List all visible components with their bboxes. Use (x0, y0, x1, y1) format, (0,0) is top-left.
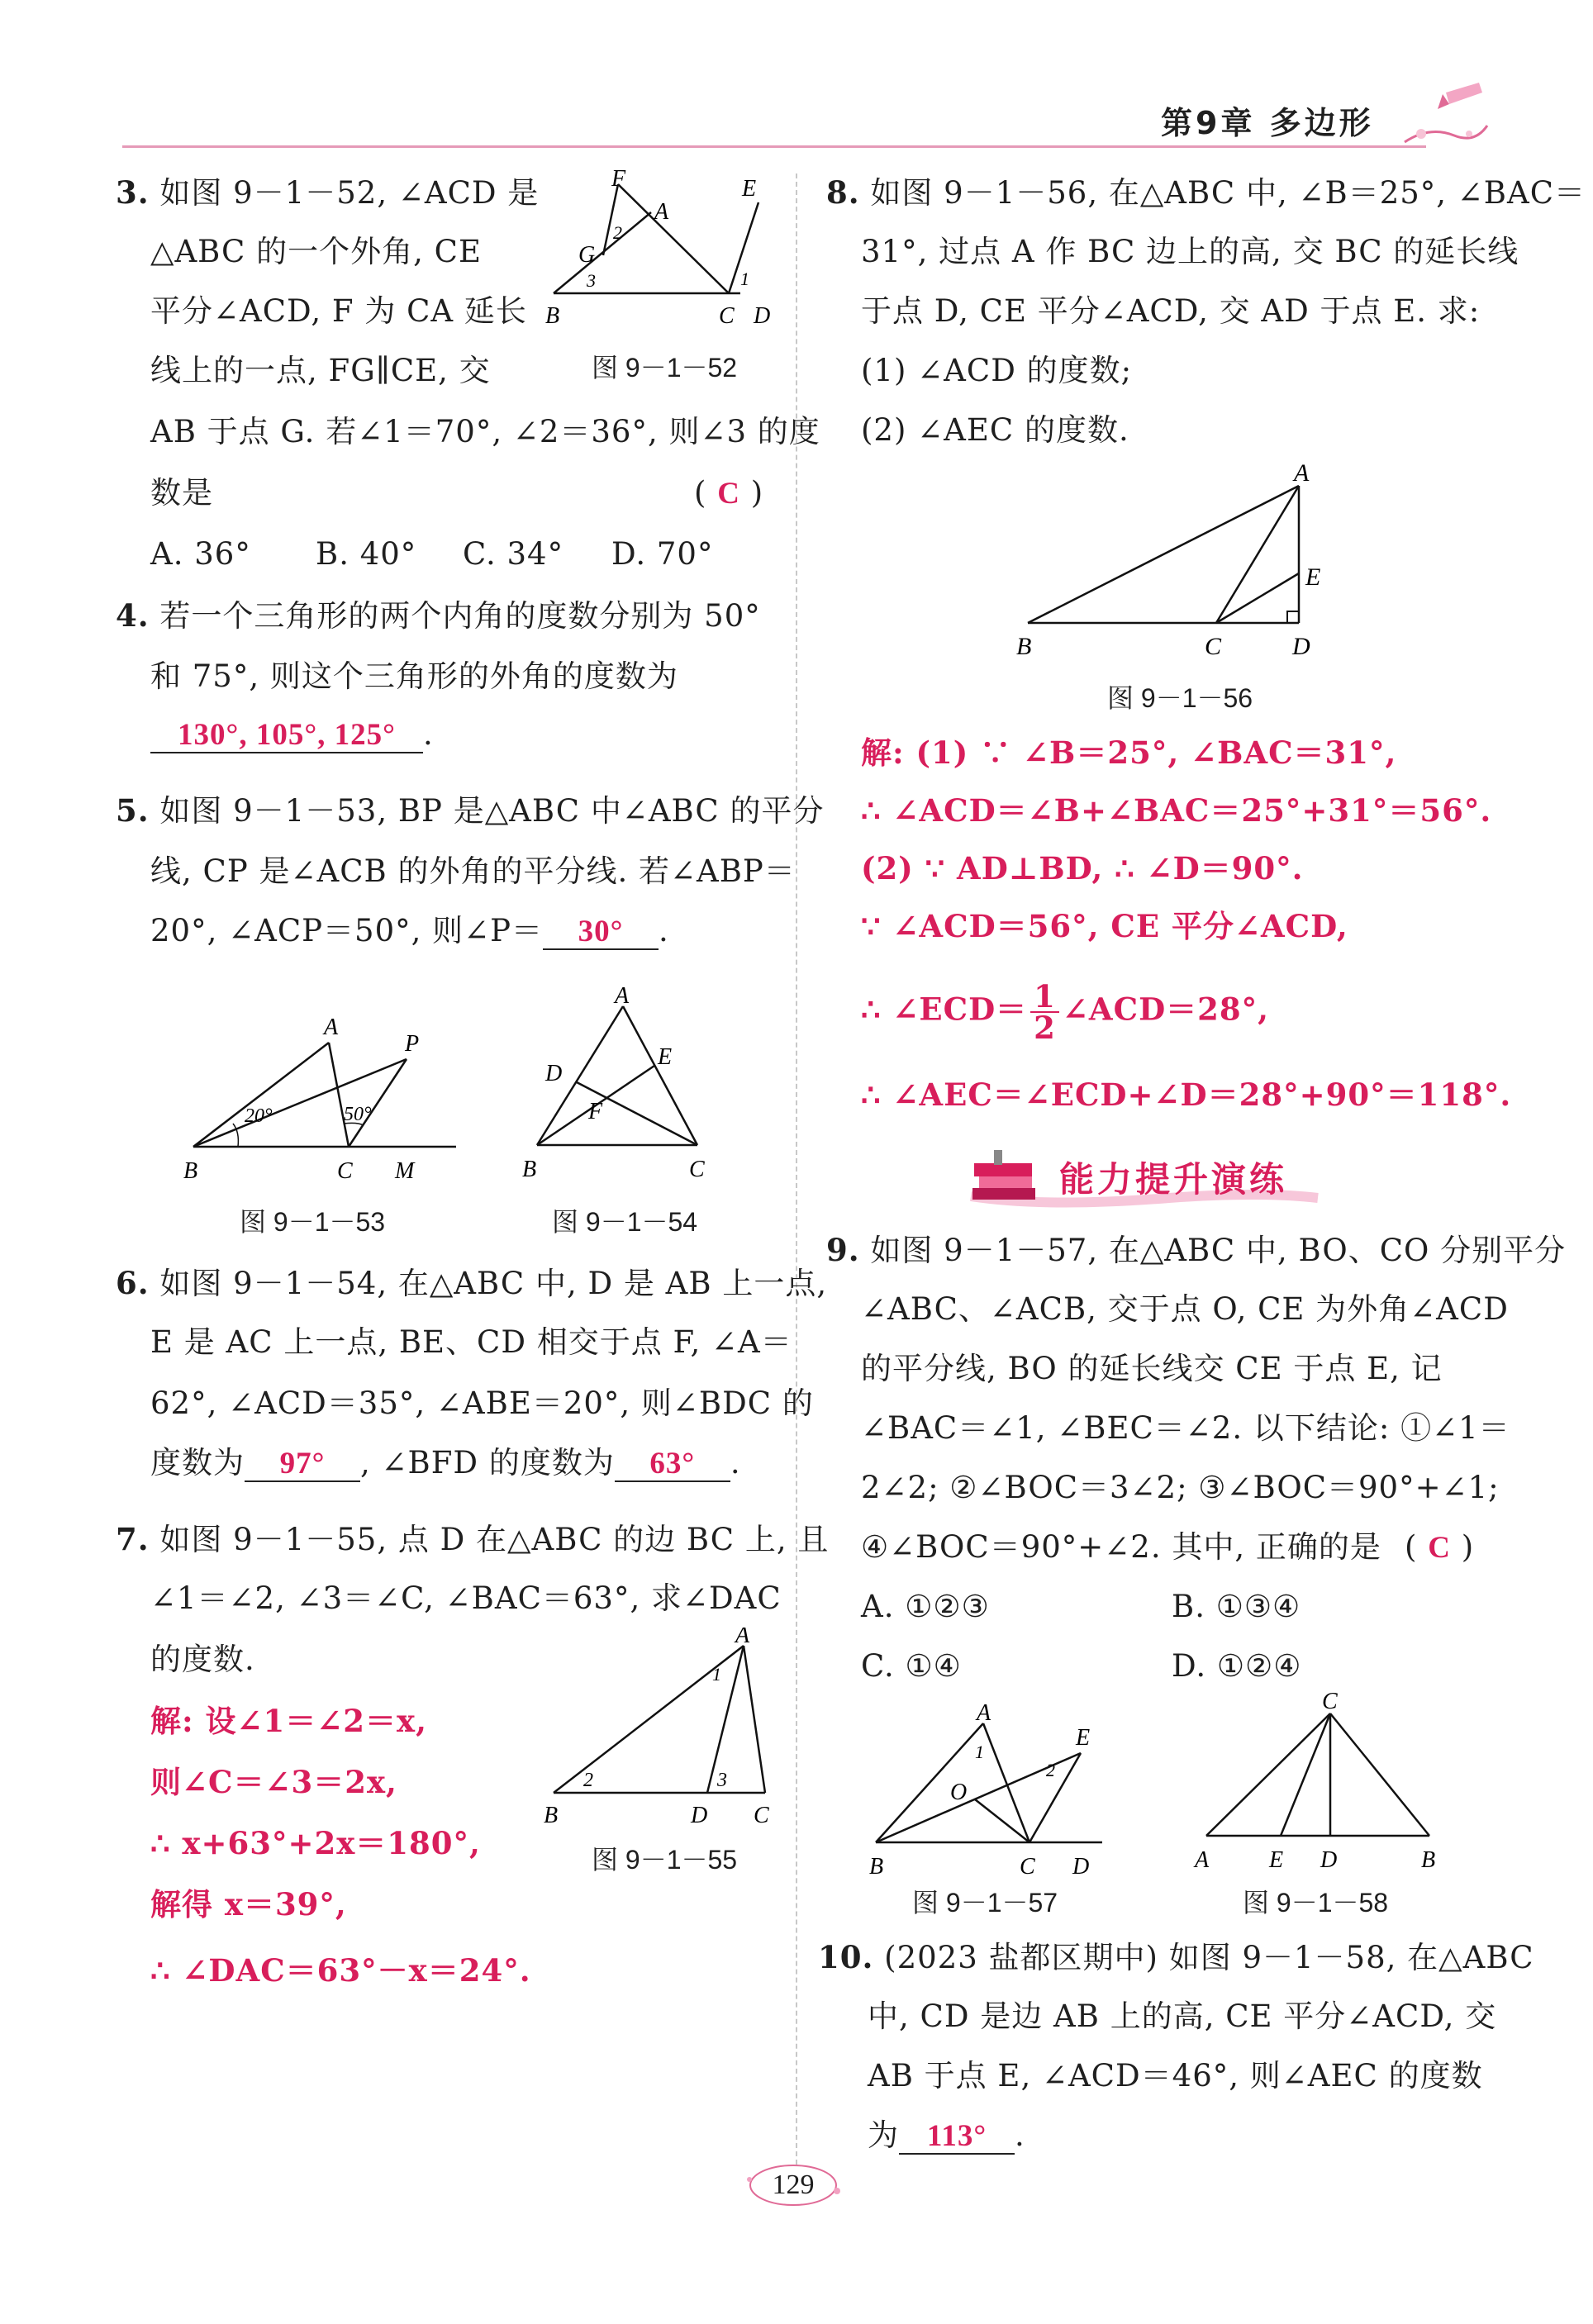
figure-9-1-53 (174, 1000, 471, 1198)
fig57-label-d: D (1072, 1854, 1090, 1880)
fig57-label-e: E (1076, 1725, 1091, 1751)
fig56-label-d: D (1292, 633, 1310, 660)
column-divider (796, 173, 797, 2165)
q7-line-1: 7. 如图 9－1－55, 点 D 在△ABC 的边 BC 上, 且 (116, 1521, 830, 1557)
q9-line-2: ∠ABC、∠ACB, 交于点 O, CE 为外角∠ACD (861, 1291, 1509, 1327)
q10-line-3: AB 于点 E, ∠ACD＝46°, 则∠AEC 的度数 (868, 2058, 1483, 2094)
q6-line-1: 6. 如图 9－1－54, 在△ABC 中, D 是 AB 上一点, (116, 1265, 828, 1301)
q8-line-3: 于点 D, CE 平分∠ACD, 交 AD 于点 E. 求: (861, 293, 1481, 329)
q3-option-d: D. 70° (611, 536, 714, 572)
fig56-label-e: E (1305, 563, 1321, 591)
fraction-half: $\frac{1}{2}$ (1030, 981, 1059, 1043)
fig57-angle-1: 1 (975, 1742, 984, 1762)
q8-solution-2: ∴ ∠ACD＝∠B+∠BAC＝25°+31°＝56°. (861, 792, 1492, 829)
fig53-line-ac (329, 1043, 349, 1147)
fig53-line-bp (193, 1059, 407, 1147)
fig52-label-c: C (719, 303, 735, 329)
fig57-angle-2: 2 (1046, 1760, 1055, 1780)
q8-solution-5: ∴ ∠ECD＝ $\frac{1}{2}$ ∠ACD＝28°, (861, 978, 1270, 1046)
figure-9-1-54 (512, 983, 727, 1198)
q7-solution-3: ∴ x+63°+2x＝180°, (150, 1825, 481, 1861)
fig58-label-a: A (1195, 1847, 1210, 1873)
fig58-label-d: D (1320, 1847, 1338, 1873)
fig53-label-m: M (395, 1158, 415, 1184)
figure-9-1-58 (1190, 1685, 1454, 1892)
q9-line-6: ④∠BOC＝90°+∠2. 其中, 正确的是 (861, 1529, 1381, 1565)
q10-line-1: 10. (2023 盐都区期中) 如图 9－1－58, 在△ABC (818, 1939, 1534, 1975)
q9-option-b: B. ①③④ (1172, 1589, 1301, 1624)
q5-line-1: 5. 如图 9－1－53, BP 是△ABC 中∠ABC 的平分 (116, 792, 825, 829)
q7-solution-4: 解得 x＝39°, (150, 1886, 347, 1922)
fig53-label-a: A (324, 1015, 339, 1040)
q10-line-2: 中, CD 是边 AB 上的高, CE 平分∠ACD, 交 (868, 1998, 1497, 2034)
q3-option-a: A. 36° (150, 536, 251, 572)
fig52-angle-1: 1 (740, 269, 749, 289)
q7-solution-1: 解: 设∠1＝∠2＝x, (150, 1703, 427, 1739)
q8-line-5: (2) ∠AEC 的度数. (861, 412, 1129, 448)
q9-line-1: 9. 如图 9－1－57, 在△ABC 中, BO、CO 分别平分 (826, 1232, 1567, 1268)
q4-line-1: 4. 若一个三角形的两个内角的度数分别为 50° (116, 597, 761, 634)
q3-option-c: C. 34° (463, 536, 564, 572)
q10-answer: 113° (899, 2120, 1015, 2155)
fig57-label-a: A (977, 1702, 991, 1726)
q7-solution-5: ∴ ∠DAC＝63°－x＝24°. (150, 1952, 531, 1989)
fig56-label-b: B (1016, 633, 1032, 660)
fig54-label-f: F (588, 1099, 603, 1124)
pencil-decoration-icon (1396, 76, 1496, 155)
q8-line-1: 8. 如图 9－1－56, 在△ABC 中, ∠B＝25°, ∠BAC＝ (826, 174, 1586, 211)
q5-line-2: 线, CP 是∠ACB 的外角的平分线. 若∠ABP＝ (150, 853, 796, 889)
q8-solution-4: ∵ ∠ACD＝56°, CE 平分∠ACD, (861, 908, 1348, 944)
fig57-label-b: B (869, 1854, 884, 1880)
fig54-caption: 图 9－1－54 (552, 1207, 698, 1237)
q6-line-4: 度数为 97° , ∠BFD 的度数为 63° . (150, 1445, 741, 1480)
q3-line-3: 平分∠ACD, F 为 CA 延长 (150, 293, 527, 329)
fig55-caption: 图 9－1－55 (592, 1845, 738, 1875)
fig55-line-ac (744, 1646, 765, 1793)
figure-9-1-52 (537, 169, 785, 335)
fig55-angle-1: 1 (712, 1664, 721, 1685)
q7-line-2: ∠1＝∠2, ∠3＝∠C, ∠BAC＝63°, 求∠DAC (150, 1580, 782, 1616)
q9-line-4: ∠BAC＝∠1, ∠BEC＝∠2. 以下结论: ①∠1＝ (861, 1410, 1510, 1446)
fig53-label-c: C (337, 1158, 353, 1184)
figure-9-1-56 (1008, 463, 1355, 669)
fig58-caption: 图 9－1－58 (1243, 1888, 1389, 1918)
section-title: 能力提升演练 (1059, 1159, 1288, 1200)
q8-solution-3: (2) ∵ AD⊥BD, ∴ ∠D＝90°. (861, 850, 1304, 886)
fig56-label-c: C (1205, 633, 1222, 660)
q9-line-3: 的平分线, BO 的延长线交 CE 于点 E, 记 (861, 1351, 1443, 1386)
fig54-label-d: D (545, 1061, 563, 1086)
fig54-label-a: A (615, 983, 630, 1009)
fig52-label-d: D (754, 303, 771, 329)
fig52-label-e: E (742, 176, 757, 202)
q3-line-5: AB 于点 G. 若∠1＝70°, ∠2＝36°, 则∠3 的度 (150, 414, 820, 449)
q9-option-a: A. ①②③ (861, 1589, 990, 1624)
fig52-label-a: A (654, 199, 669, 225)
q5-answer: 30° (543, 915, 659, 950)
fig53-caption: 图 9－1－53 (240, 1207, 386, 1237)
q9-option-c: C. ①④ (861, 1648, 962, 1684)
q3-option-b: B. 40° (316, 536, 417, 572)
fig57-line-ce (1030, 1753, 1081, 1842)
q7-solution-2: 则∠C＝∠3＝2x, (150, 1764, 397, 1800)
q8-line-2: 31°, 过点 A 作 BC 边上的高, 交 BC 的延长线 (861, 234, 1519, 269)
page-number: 129 (772, 2170, 815, 2200)
q9-line-5: 2∠2; ②∠BOC＝3∠2; ③∠BOC＝90°+∠1; (861, 1470, 1500, 1505)
fig52-label-f: F (611, 169, 626, 192)
fig54-label-c: C (689, 1157, 705, 1182)
fig53-line-ba (193, 1043, 329, 1147)
fig53-label-b: B (183, 1158, 198, 1184)
q9-answer: C (1428, 1531, 1451, 1565)
fig53-line-cp (349, 1059, 407, 1147)
fig55-label-a: A (735, 1628, 750, 1648)
q3-line-2: △ABC 的一个外角, CE (150, 234, 482, 269)
q4-line-2: 和 75°, 则这个三角形的外角的度数为 (150, 658, 678, 694)
header-rule (122, 145, 1426, 148)
fig58-label-b: B (1421, 1847, 1436, 1873)
fig52-line-ba (554, 212, 651, 293)
fig56-label-a: A (1294, 463, 1310, 487)
fig58-line-cb (1330, 1713, 1429, 1836)
q5-line-3: 20°, ∠ACP＝50°, 则∠P＝ 30° . (150, 913, 669, 948)
fig55-angle-2: 2 (583, 1770, 593, 1791)
fig54-label-b: B (522, 1157, 537, 1182)
fig55-label-d: D (691, 1803, 708, 1826)
fig52-angle-2: 2 (613, 222, 622, 243)
q8-solution-1: 解: (1) ∵ ∠B＝25°, ∠BAC＝31°, (861, 734, 1397, 771)
fig58-line-ac (1206, 1713, 1330, 1836)
figure-9-1-57 (859, 1702, 1107, 1892)
fig52-line-fc (618, 184, 729, 293)
fig55-label-b: B (544, 1803, 559, 1826)
fig55-label-c: C (754, 1803, 769, 1826)
fig58-label-e: E (1269, 1847, 1284, 1873)
fig58-line-ce (1281, 1713, 1330, 1836)
fig53-angle-20: 20° (245, 1105, 273, 1127)
q8-solution-6: ∴ ∠AEC＝∠ECD+∠D＝28°+90°＝118°. (861, 1076, 1512, 1113)
fig53-label-p: P (405, 1031, 420, 1057)
q3-line-4: 线上的一点, FG∥CE, 交 (150, 353, 491, 388)
q6-answer-2: 63° (615, 1447, 730, 1482)
q6-answer-1: 97° (245, 1447, 360, 1482)
fig57-line-ba (876, 1723, 983, 1842)
q10-line-4: 为 113° . (868, 2117, 1025, 2153)
fig53-angle-50: 50° (344, 1104, 372, 1125)
q9-answer-bracket: ( C ) (1405, 1529, 1475, 1565)
q8-line-4: (1) ∠ACD 的度数; (861, 353, 1133, 388)
q7-line-3: 的度数. (150, 1642, 255, 1677)
q6-line-3: 62°, ∠ACD＝35°, ∠ABE＝20°, 则∠BDC 的 (150, 1385, 814, 1421)
q9-option-d: D. ①②④ (1172, 1648, 1302, 1684)
fig56-caption: 图 9－1－56 (1107, 683, 1253, 713)
fig58-label-c: C (1322, 1689, 1338, 1714)
q4-answer: 130°, 105°, 125° (150, 719, 423, 753)
q6-line-2: E 是 AC 上一点, BE、CD 相交于点 F, ∠A＝ (150, 1324, 792, 1360)
q4-line-3: 130°, 105°, 125° . (150, 715, 434, 753)
fig52-label-b: B (545, 303, 560, 329)
q3-line-1: 3. 如图 9－1－52, ∠ACD 是 (116, 174, 540, 211)
fig55-angle-3: 3 (717, 1770, 727, 1791)
books-icon (972, 1150, 1035, 1200)
fig57-caption: 图 9－1－57 (912, 1888, 1058, 1918)
fig54-line-ac (623, 1006, 697, 1145)
fig52-caption: 图 9－1－52 (592, 353, 738, 383)
q3-answer-bracket: ( C ) (694, 475, 764, 511)
figure-9-1-55 (537, 1628, 785, 1826)
fig57-label-o: O (950, 1780, 968, 1805)
fig56-right-angle (1287, 611, 1299, 623)
q3-answer: C (717, 477, 740, 511)
fig57-label-c: C (1020, 1854, 1035, 1880)
chapter-title: 第9章 多边形 (1161, 105, 1374, 141)
q3-line-6: 数是 (150, 475, 213, 511)
fig52-label-g: G (578, 242, 596, 268)
fig52-angle-3: 3 (587, 270, 596, 291)
fig54-label-e: E (658, 1044, 673, 1070)
